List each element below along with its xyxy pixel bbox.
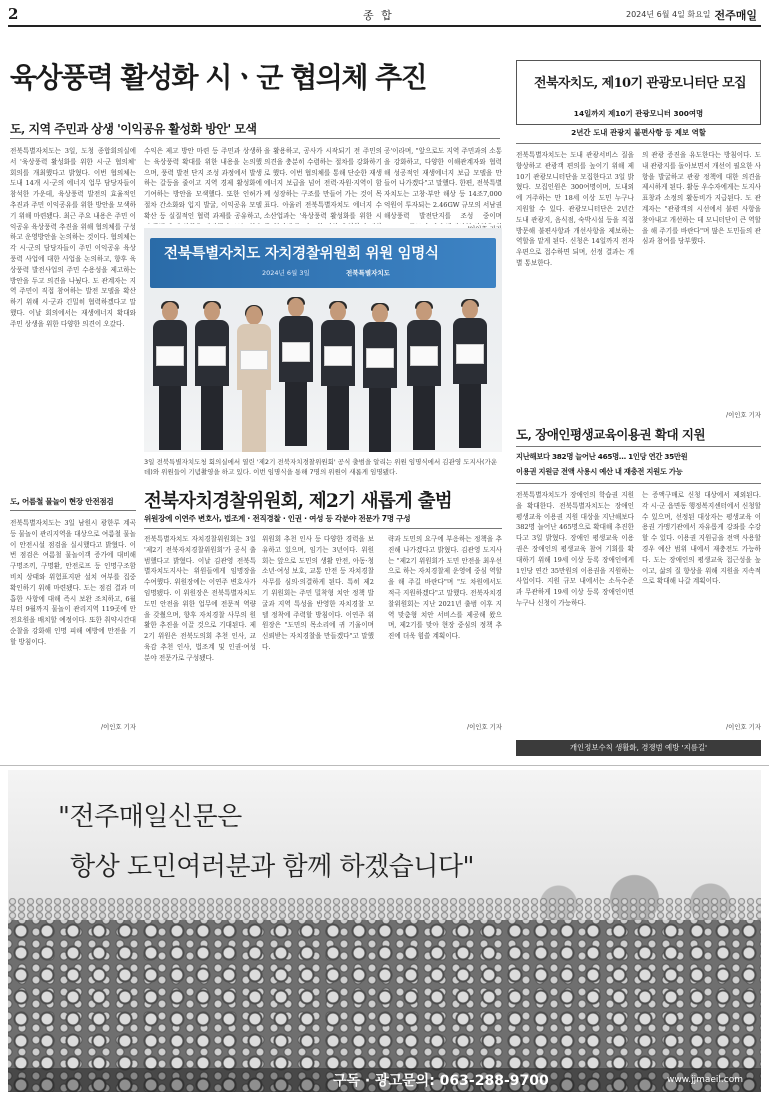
- divider: [516, 483, 761, 484]
- article-2-column-3: [388, 534, 502, 718]
- person-figure: [320, 302, 356, 452]
- divider: [516, 143, 761, 144]
- article-1-column-3: [264, 146, 382, 224]
- sidebar-article-headline: 도, 어름철 물놀이 현장 안전점검: [10, 497, 114, 506]
- divider: [144, 528, 502, 529]
- article-1-headline: 육상풍력 활성화 시ㆍ군 협의체 추진: [10, 61, 427, 94]
- divider: [10, 138, 500, 139]
- right-article-2-text: 전북특별자치도가 장애인의 학습권 지원을 확대한다. 전북특별자치도는 장애인 평생교육 이용권 지원 대상을 지난해보다 382명 늘어난 465명으로 확대해 추진한다고 3일 밝혔다. 장애인 평생교육 이용권은 장애인의 평생교육 참여 기회를 확대하기 위해 19세 이상 등록 장애인에게 1인당 연간 35만원의 이용권을 지원하는 사업이다. 지원 규모 내에서는 소득수준과 무관하게 19세 이상 등록 장애인이면 누구나 신청이 가능하다.: [516, 491, 634, 607]
- article-1-text: 을 활용하고, 공사가 시작되기 전 주민의 의견을 충분히 수렴하는 절차를 강화하기로 했다. 이번 협의체를 통해 단순한 재생에너지 보급을 넘어 전력·자원·지역이 함께 성장하는 구조를 만들어 가는 것이 목표다. 아울러 전북특별자치도 에너지 수소산업과는 '육상풍력 활성화를 위한 시: [264, 147, 382, 220]
- newspaper-masthead: 전주매일: [714, 9, 757, 22]
- article-1-column-4: [384, 146, 502, 224]
- article-1-column-2: [144, 146, 262, 224]
- right-article-1-column-2: [642, 150, 761, 406]
- person-figure: [278, 298, 314, 452]
- person-figure: [236, 306, 272, 452]
- article-1-column-1: [10, 146, 136, 484]
- page-header: [8, 4, 761, 24]
- right-article-1-subhead-1: 14일까지 제10기 관광모니터 300여명: [573, 109, 704, 118]
- sidebar-article-body: [10, 518, 136, 718]
- article-1-text: 공'이라며, "앞으로도 지역 주민과의 소통을 강화하고, 다양한 이해관계자와 협력해 성공적인 재생에너지 보급 모델을 만들어 나가겠다"고 말했다. 한편, 전북특별자치도는 고창·부안 해상 등 14조7,000억원이 투자되는 2.46GW 규모의 서남권 해상풍력 발전단지를 조성 중이며: [384, 147, 502, 220]
- article-2-headline: 전북자치경찰위원회, 제2기 새롭게 출범: [144, 491, 452, 512]
- right-article-2-subhead-1: 지난해보다 382명 늘어난 465명… 1인당 연간 35만원: [516, 452, 688, 461]
- news-photo: [144, 228, 502, 452]
- header-rule: [8, 25, 761, 27]
- right-article-2-text: 는 증액구매로 신청 대상에서 제외된다. 각 시·군 읍면동 행정복지센터에서 신청할 수 있으며, 선정된 대상자는 평생교육 이용권 가맹기관에서 자유롭게 강좌를 수강할 수 있다. 이용권 지원금을 전액 사용할 경우 예산 범위 내에서 재충전도 가능하다. 도는 장애인의 평생교육 접근성을 높이고, 삶의 질 향상을 위해 지원을 지속적으로 확대해 나갈 계획이다.: [642, 491, 761, 586]
- divider: [10, 510, 136, 511]
- issue-date: 2024년 6월 4일 화요일: [626, 10, 711, 19]
- ad-website: www.jjmaeil.com: [666, 1075, 743, 1085]
- photo-banner: [150, 238, 496, 288]
- person-figure: [194, 302, 230, 452]
- article-1-text: 수익은 제고 방안 마련 등 주민과 상생하는 육상풍력 확대를 위한 내용을 논의했으며, 풍력 발전 단지 조성 과정에서 발생하는 갈등을 줄이고 지역 경제 활성화에 기여하는 방안을 모색했다. 또한 인허가 절차 간소화와 입지 발굴, 이익공유 모델 확산 등 실질적인 협력 과제를 공유하고,: [144, 147, 262, 220]
- promo-banner: 개인정보수칙 생활화, 경쟁범 예방 '지름길': [516, 740, 761, 756]
- right-article-2-column-2: [642, 490, 761, 712]
- sidebar-article-text: 전북특별자치도는 3일 남원시 광한루 계곡 등 물놀이 관리지역을 대상으로 여름철 물놀이 안전시설 점검을 실시했다고 밝혔다. 이번 점검은 여름철 물놀이객 증가에 대비해 구명조끼, 구명환, 안전로프 등 인명구조함 비치 상태와 위험표지판 설치 여부를 집중 확인하기 위해 마련됐다. 도는 점검 결과 미흡한 사항에 대해 즉시 보완 조치하고, 6월부터 9월까지 물놀이 관리지역 119곳에 안전요원을 배치할 예정이다. 또한 취약시간대 순찰을 강화해 인명 피해 예방에 만전을 기할 방침이다.: [10, 519, 136, 646]
- advertisement: [8, 770, 761, 1092]
- section-name: 종 합: [363, 9, 394, 22]
- right-article-1-byline: /이인호 기자: [725, 411, 761, 419]
- right-article-2-subhead-2: 이용권 지원금 전액 사용시 예산 내 재충전 지원도 가능: [516, 467, 683, 476]
- article-2-text: 략과 도민의 요구에 부응하는 정책을 추진해 나가겠다고 밝혔다. 김관영 도지사는 "제2기 위원회가 도민 안전을 최우선으로 하는 자치경찰제 운영에 중심 역할을 해 주길 바란다"며 "도 차원에서도 적극 지원하겠다"고 말했다. 전북자치경찰위원회는 지난 2021년 출범 이후 지역 맞춤형 치안 서비스를 제공해 왔으며, 제2기를 맞아 현장 중심의 정책 추진에 더욱 힘쓸 계획이다.: [388, 535, 502, 641]
- right-article-1-subhead-2: 2년간 도내 관광지 불편사항 등 제보 역할: [571, 128, 706, 137]
- person-figure: [452, 300, 488, 452]
- person-figure: [362, 304, 398, 452]
- photo-caption: 3일 전북특별자치도청 회의실에서 열린 '제2기 전북자치경찰위원회' 공식 출범을 알리는 위원 임명식에서 김관영 도지사(가운데)와 위원들이 기념촬영을 하고 있다. 이번 임명식을 통해 7명의 위원이 새롭게 임명됐다.: [144, 458, 498, 476]
- article-2-column-1: [144, 534, 256, 730]
- article-2-text: 위원회 추천 인사 등 다양한 경력을 보유하고 있으며, 임기는 3년이다. 위원회는 앞으로 도민의 생활 안전, 아동·청소년·여성 보호, 교통 안전 등 자치경찰 사무를 심의·의결하게 된다. 특히 제2기 위원회는 주민 밀착형 치안 정책 발굴과 지역 특성을 반영한 자치경찰 모델 정착에 주력할 방침이다. 이연주 위원장은 "도민의 목소리에 귀 기울이며 신뢰받는 자치경찰을 만들겠다"고 말했다.: [262, 535, 374, 651]
- page-number: 2: [8, 5, 19, 23]
- article-2-text: 전북특별자치도 자치경찰위원회는 3일 '제2기 전북자치경찰위원회'가 공식 출범했다고 밝혔다. 이날 김관영 전북특별자치도지사는 위원들에게 임명장을 수여했다. 위원장에는 이연주 변호사가 임명됐다. 이 위원장은 전북특별자치도 도민 안전을 위한 업무에 전문적 역량을 갖췄으며, 향후 자치경찰 사무의 원활한 추진을 이끌 것으로 기대된다. 제2기 위원은 전북도의회 추천 인사, 교육감 추천 인사, 법조계 및 인권·여성 분야 전문가로 구성됐다.: [144, 535, 256, 662]
- right-article-1-headline: 전북자치도, 제10기 관광모니터단 모집: [534, 76, 746, 91]
- divider: [516, 446, 761, 447]
- article-2-column-2: [262, 534, 374, 730]
- article-1-subhead: 도, 지역 주민과 상생 '이익공유 활성화 방안' 모색: [10, 122, 257, 136]
- sidebar-article-byline: /이인호 기자: [100, 723, 136, 731]
- right-article-2-column-1: [516, 490, 634, 722]
- photo-banner-logo: 전북특별자치도: [346, 269, 390, 277]
- article-2-byline: /이인호 기자: [466, 723, 502, 731]
- ad-slogan-line-1: "전주매일신문은: [58, 802, 242, 832]
- right-article-1-text: 의 관광 증진을 유도한다는 방침이다. 도내 관광지를 돌아보면서 개선이 필요한 사항을 발굴하고 관광 정책에 대한 의견을 제시하게 된다. 활동 우수자에게는 도지사 표창과 소정의 활동비가 지급된다. 도 관계자는 "관광객의 시선에서 불편 사항을 찾아내고 개선하는 데 모니터단이 큰 역할을 해 주기를 바란다"며 많은 도민들의 관심과 참여를 당부했다.: [642, 151, 761, 246]
- divider: [0, 765, 769, 766]
- article-1-text: 전북특별자치도는 3일, 도청 종합회의실에서 '육상풍력 활성화를 위한 시·군 협의체' 회의를 개최했다고 밝혔다. 이번 협의체는 도내 14개 시·군의 에너지 업무 담당자들이 참석한 가운데, 육상풍력 발전의 효율적인 추진과 주민 이익공유를 위한 방안을 모색하기 위해 마련됐다. 최근 주요 내용은 주민 이익공유 육상풍력 추진을 위해 협의체를 구성하고 운영방안을 논의하는 것이다. 협의체는 각 시·군의 담당자들이 주민 이익공유 육상풍력 사업에 대한 사업을 논의하고, 향후 육상풍력 발전사업의 주민 수용성을 제고하는 방안을 두고 의견을 나눴다. 도 관계자는 지역 주민이 직접 참여하는 발전 모델을 확산하기 위해 시·군과 긴밀히 협력하겠다고 말했다. 이날 회의에서는 재생에너지 확대와 주민 상생을 위한 다양한 의견이 오갔다.: [10, 147, 136, 328]
- right-article-2-headline: 도, 장애인평생교육이용권 확대 지원: [516, 427, 706, 442]
- photo-banner-title: 전북특별자치도 자치경찰위원회 위원 임명식: [164, 246, 439, 262]
- right-article-1-text: 전북특별자치도는 도내 관광서비스 질을 향상하고 관광객 편의를 높이기 위해 제10기 관광모니터단을 모집한다고 3일 밝혔다. 모집인원은 300여명이며, 도내외에 거주하는 만 18세 이상 도민 누구나 지원할 수 있다. 관광모니터단은 2년간 도내 관광지, 음식점, 숙박시설 등을 직접 방문해 불편사항과 개선사항을 제보하는 역할을 맡게 된다. 신청은 14일까지 전자우편으로 접수하면 되며, 선정 결과는 개별 통보한다.: [516, 151, 634, 267]
- photo-banner-date: 2024년 6월 3일: [262, 269, 310, 277]
- right-article-1-column-1: [516, 150, 634, 408]
- ad-contact: 구독 · 광고문의: 063-288-9700: [333, 1073, 549, 1089]
- person-figure: [406, 302, 442, 452]
- person-figure: [152, 302, 188, 452]
- ad-flower-field: [8, 920, 761, 1092]
- article-2-subhead: 위원장에 이연주 변호사, 법조계 · 전직경찰 · 인권 · 여성 등 각분야 전문가 7명 구성: [144, 514, 411, 523]
- right-article-2-byline: /이인호 기자: [725, 723, 761, 731]
- ad-slogan-line-2: 항상 도민여러분과 함께 하겠습니다": [70, 852, 474, 882]
